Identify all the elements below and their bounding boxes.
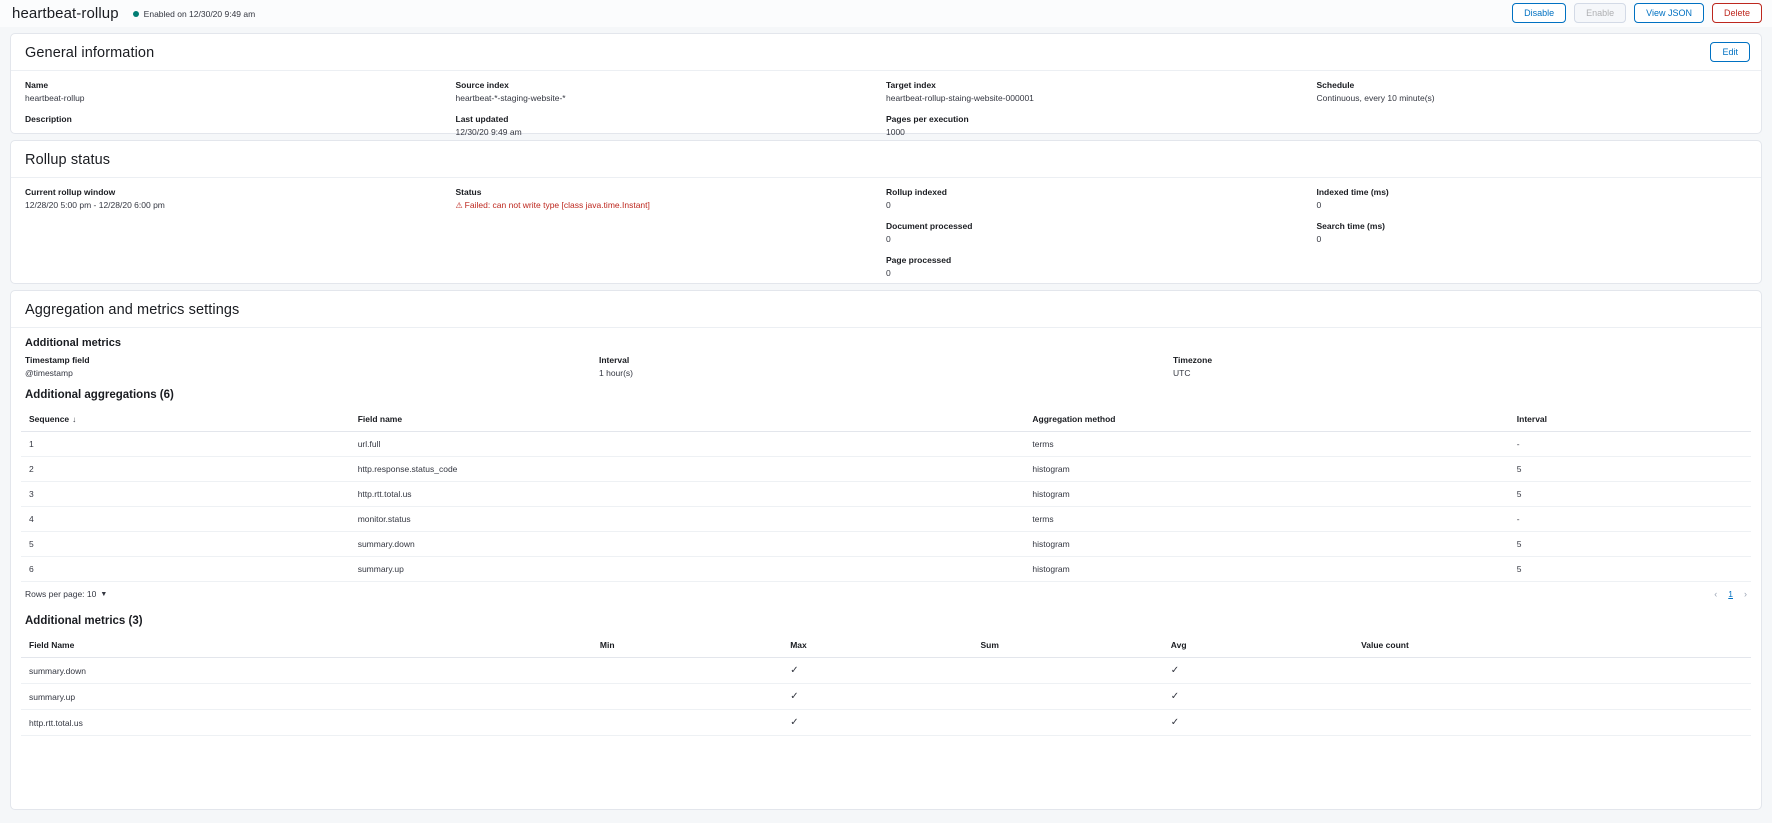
field-label: Indexed time (ms) [1316,187,1389,197]
rows-per-page-selector[interactable] [25,589,107,599]
table-row [21,457,1751,482]
field-value-status [456,200,887,210]
rollup-status-col-1 [25,187,456,289]
aggregations-pagination [11,582,1761,607]
field-value: 1000 [886,127,905,137]
metrics-table-head [21,633,1751,658]
column-label: Sum [980,640,999,650]
aggregation-title: Aggregation and metrics settings [25,302,240,318]
aggregation-meta [11,355,1761,386]
field-indexed-time [1317,187,1748,210]
field-value: 12/28/20 5:00 pm - 12/28/20 6:00 pm [25,200,165,210]
field-value: 0 [886,234,891,244]
column-label: Avg [1170,640,1187,650]
column-max[interactable] [782,633,972,658]
column-label: Field name [357,414,403,424]
additional-aggregations-heading: Additional aggregations (6) [25,389,174,401]
cell-field-name: http.rtt.total.us [21,710,592,736]
field-status [456,187,887,210]
table-row [21,684,1751,710]
metrics-table-wrap [11,633,1761,736]
cell-sum [972,710,1162,736]
field-label: Source index [455,80,509,90]
additional-metrics-table-heading: Additional metrics (3) [25,615,143,627]
status-dot-icon [133,11,139,17]
column-aggregation-method[interactable] [1024,407,1508,432]
general-information-title: General information [25,45,155,61]
cell-field-name: http.rtt.total.us [350,482,1025,507]
field-schedule [1317,80,1748,103]
cell-sequence: 2 [21,457,350,482]
edit-button[interactable]: Edit [1710,42,1750,62]
cell-value-count [1353,658,1751,684]
field-document-processed [886,221,1317,244]
field-value: 0 [886,200,891,210]
cell-min [592,658,782,684]
field-name [25,80,456,103]
status-error-text: Failed: can not write type [class java.time.Instant] [464,200,650,210]
cell-avg-check-icon: ✓ [1163,684,1353,710]
cell-method: histogram [1024,482,1508,507]
field-last-updated [456,114,887,137]
field-label: Timestamp field [25,355,90,365]
cell-value-count [1353,684,1751,710]
column-sum[interactable] [972,633,1162,658]
field-pages-per-execution [886,114,1317,137]
pager [1714,589,1747,599]
cell-interval: 5 [1509,532,1751,557]
table-row [21,557,1751,582]
cell-method: terms [1024,507,1508,532]
table-header-row [21,633,1751,658]
field-label: Document processed [886,221,973,231]
rollup-status-col-2 [456,187,887,289]
field-target-index [886,80,1317,103]
cell-min [592,684,782,710]
aggregations-table-wrap [11,407,1761,582]
cell-field-name: summary.down [350,532,1025,557]
table-header-row [21,407,1751,432]
general-information-panel [10,33,1762,137]
chevron-down-icon: ▼ [100,590,108,598]
column-label: Field Name [29,640,75,650]
field-rollup-indexed [886,187,1317,210]
cell-field-name: monitor.status [350,507,1025,532]
column-label: Value count [1361,640,1409,650]
field-value: 0 [1316,200,1322,210]
cell-max-check-icon: ✓ [782,658,972,684]
cell-sequence: 3 [21,482,350,507]
field-interval [599,355,1173,378]
field-empty [1317,114,1748,137]
cell-avg-check-icon: ✓ [1163,710,1353,736]
field-label: Timezone [1173,355,1213,365]
cell-interval: - [1509,507,1751,532]
cell-field-name: summary.up [350,557,1025,582]
field-current-rollup-window [25,187,456,210]
view-json-button[interactable]: View JSON [1634,3,1704,23]
cell-method: terms [1024,432,1508,457]
field-label: Name [25,80,49,90]
column-avg[interactable] [1163,633,1353,658]
table-row [21,532,1751,557]
column-label: Aggregation method [1032,414,1116,424]
field-description [25,114,456,137]
warning-icon: ⚠ [455,201,463,210]
field-page-processed [886,255,1317,278]
field-label: Status [455,187,482,197]
rollup-status-col-3 [886,187,1317,289]
enable-button: Enable [1574,3,1626,23]
rows-per-page-label: Rows per page: 10 [25,589,97,599]
cell-value-count [1353,710,1751,736]
table-row [21,432,1751,457]
column-field-name[interactable] [350,407,1025,432]
aggregation-metrics-panel [10,290,1762,810]
sort-desc-icon: ↓ [72,415,77,424]
cell-field-name: summary.down [21,658,592,684]
column-label: Min [599,640,615,650]
column-interval[interactable] [1509,407,1751,432]
cell-min [592,710,782,736]
cell-interval: 5 [1509,557,1751,582]
chevron-right-icon[interactable]: › [1744,589,1747,599]
table-row [21,507,1751,532]
field-label: Search time (ms) [1316,221,1385,231]
column-label: Interval [1516,414,1548,424]
cell-field-name: http.response.status_code [350,457,1025,482]
cell-interval: 5 [1509,457,1751,482]
status-label: Enabled on 12/30/20 9:49 am [143,8,256,19]
field-label: Rollup indexed [886,187,947,197]
job-status [133,9,256,19]
field-value: 12/30/20 9:49 am [455,127,522,137]
cell-sequence: 6 [21,557,350,582]
field-label: Schedule [1316,80,1355,90]
field-label: Current rollup window [25,187,116,197]
rollup-status-panel [10,140,1762,284]
cell-field-name: url.full [350,432,1025,457]
cell-sum [972,684,1162,710]
column-min[interactable] [592,633,782,658]
field-value: 0 [1316,234,1322,244]
delete-button[interactable]: Delete [1712,3,1762,23]
cell-field-name: summary.up [21,684,592,710]
cell-sequence: 1 [21,432,350,457]
metrics-table [21,633,1751,736]
aggregations-table-head [21,407,1751,432]
page-title: heartbeat-rollup [12,5,119,22]
cell-max-check-icon: ✓ [782,710,972,736]
field-timezone [1173,355,1747,378]
field-search-time [1317,221,1748,244]
cell-method: histogram [1024,532,1508,557]
cell-sequence: 4 [21,507,350,532]
page-header [0,0,1772,27]
field-label: Target index [886,80,936,90]
aggregations-table-body [21,432,1751,582]
field-label: Pages per execution [886,114,969,124]
disable-button[interactable]: Disable [1512,3,1566,23]
table-row [21,710,1751,736]
field-timestamp-field [25,355,599,378]
metrics-table-body [21,658,1751,736]
column-label: Sequence [29,414,70,424]
field-source-index [456,80,887,103]
additional-metrics-heading: Additional metrics [25,337,121,349]
field-label: Interval [599,355,630,365]
cell-max-check-icon: ✓ [782,684,972,710]
field-value: heartbeat-*-staging-website-* [455,93,566,103]
cell-interval: - [1509,432,1751,457]
cell-method: histogram [1024,457,1508,482]
aggregations-table [21,407,1751,582]
column-label: Max [790,640,807,650]
field-value: heartbeat-rollup [25,93,85,103]
cell-method: histogram [1024,557,1508,582]
field-label: Last updated [455,114,509,124]
cell-interval: 5 [1509,482,1751,507]
chevron-left-icon[interactable]: ‹ [1714,589,1718,599]
cell-sum [972,658,1162,684]
cell-avg-check-icon: ✓ [1163,658,1353,684]
column-sequence[interactable] [21,407,350,432]
field-value: Continuous, every 10 minute(s) [1316,93,1435,103]
field-label: Description [25,114,72,124]
field-value: @timestamp [25,368,73,378]
field-value: 0 [886,268,891,278]
header-actions [1512,3,1762,23]
field-value: UTC [1173,368,1191,378]
table-row [21,658,1751,684]
field-value: heartbeat-rollup-staing-website-000001 [886,93,1034,103]
cell-sequence: 5 [21,532,350,557]
page-number-1[interactable]: 1 [1728,589,1733,599]
rollup-status-col-4 [1317,187,1748,289]
rollup-status-title: Rollup status [25,152,111,168]
column-field-name[interactable] [21,633,592,658]
field-label: Page processed [886,255,952,265]
table-row [21,482,1751,507]
column-value-count[interactable] [1353,633,1751,658]
field-value: 1 hour(s) [599,368,634,378]
general-fields [11,71,1761,151]
